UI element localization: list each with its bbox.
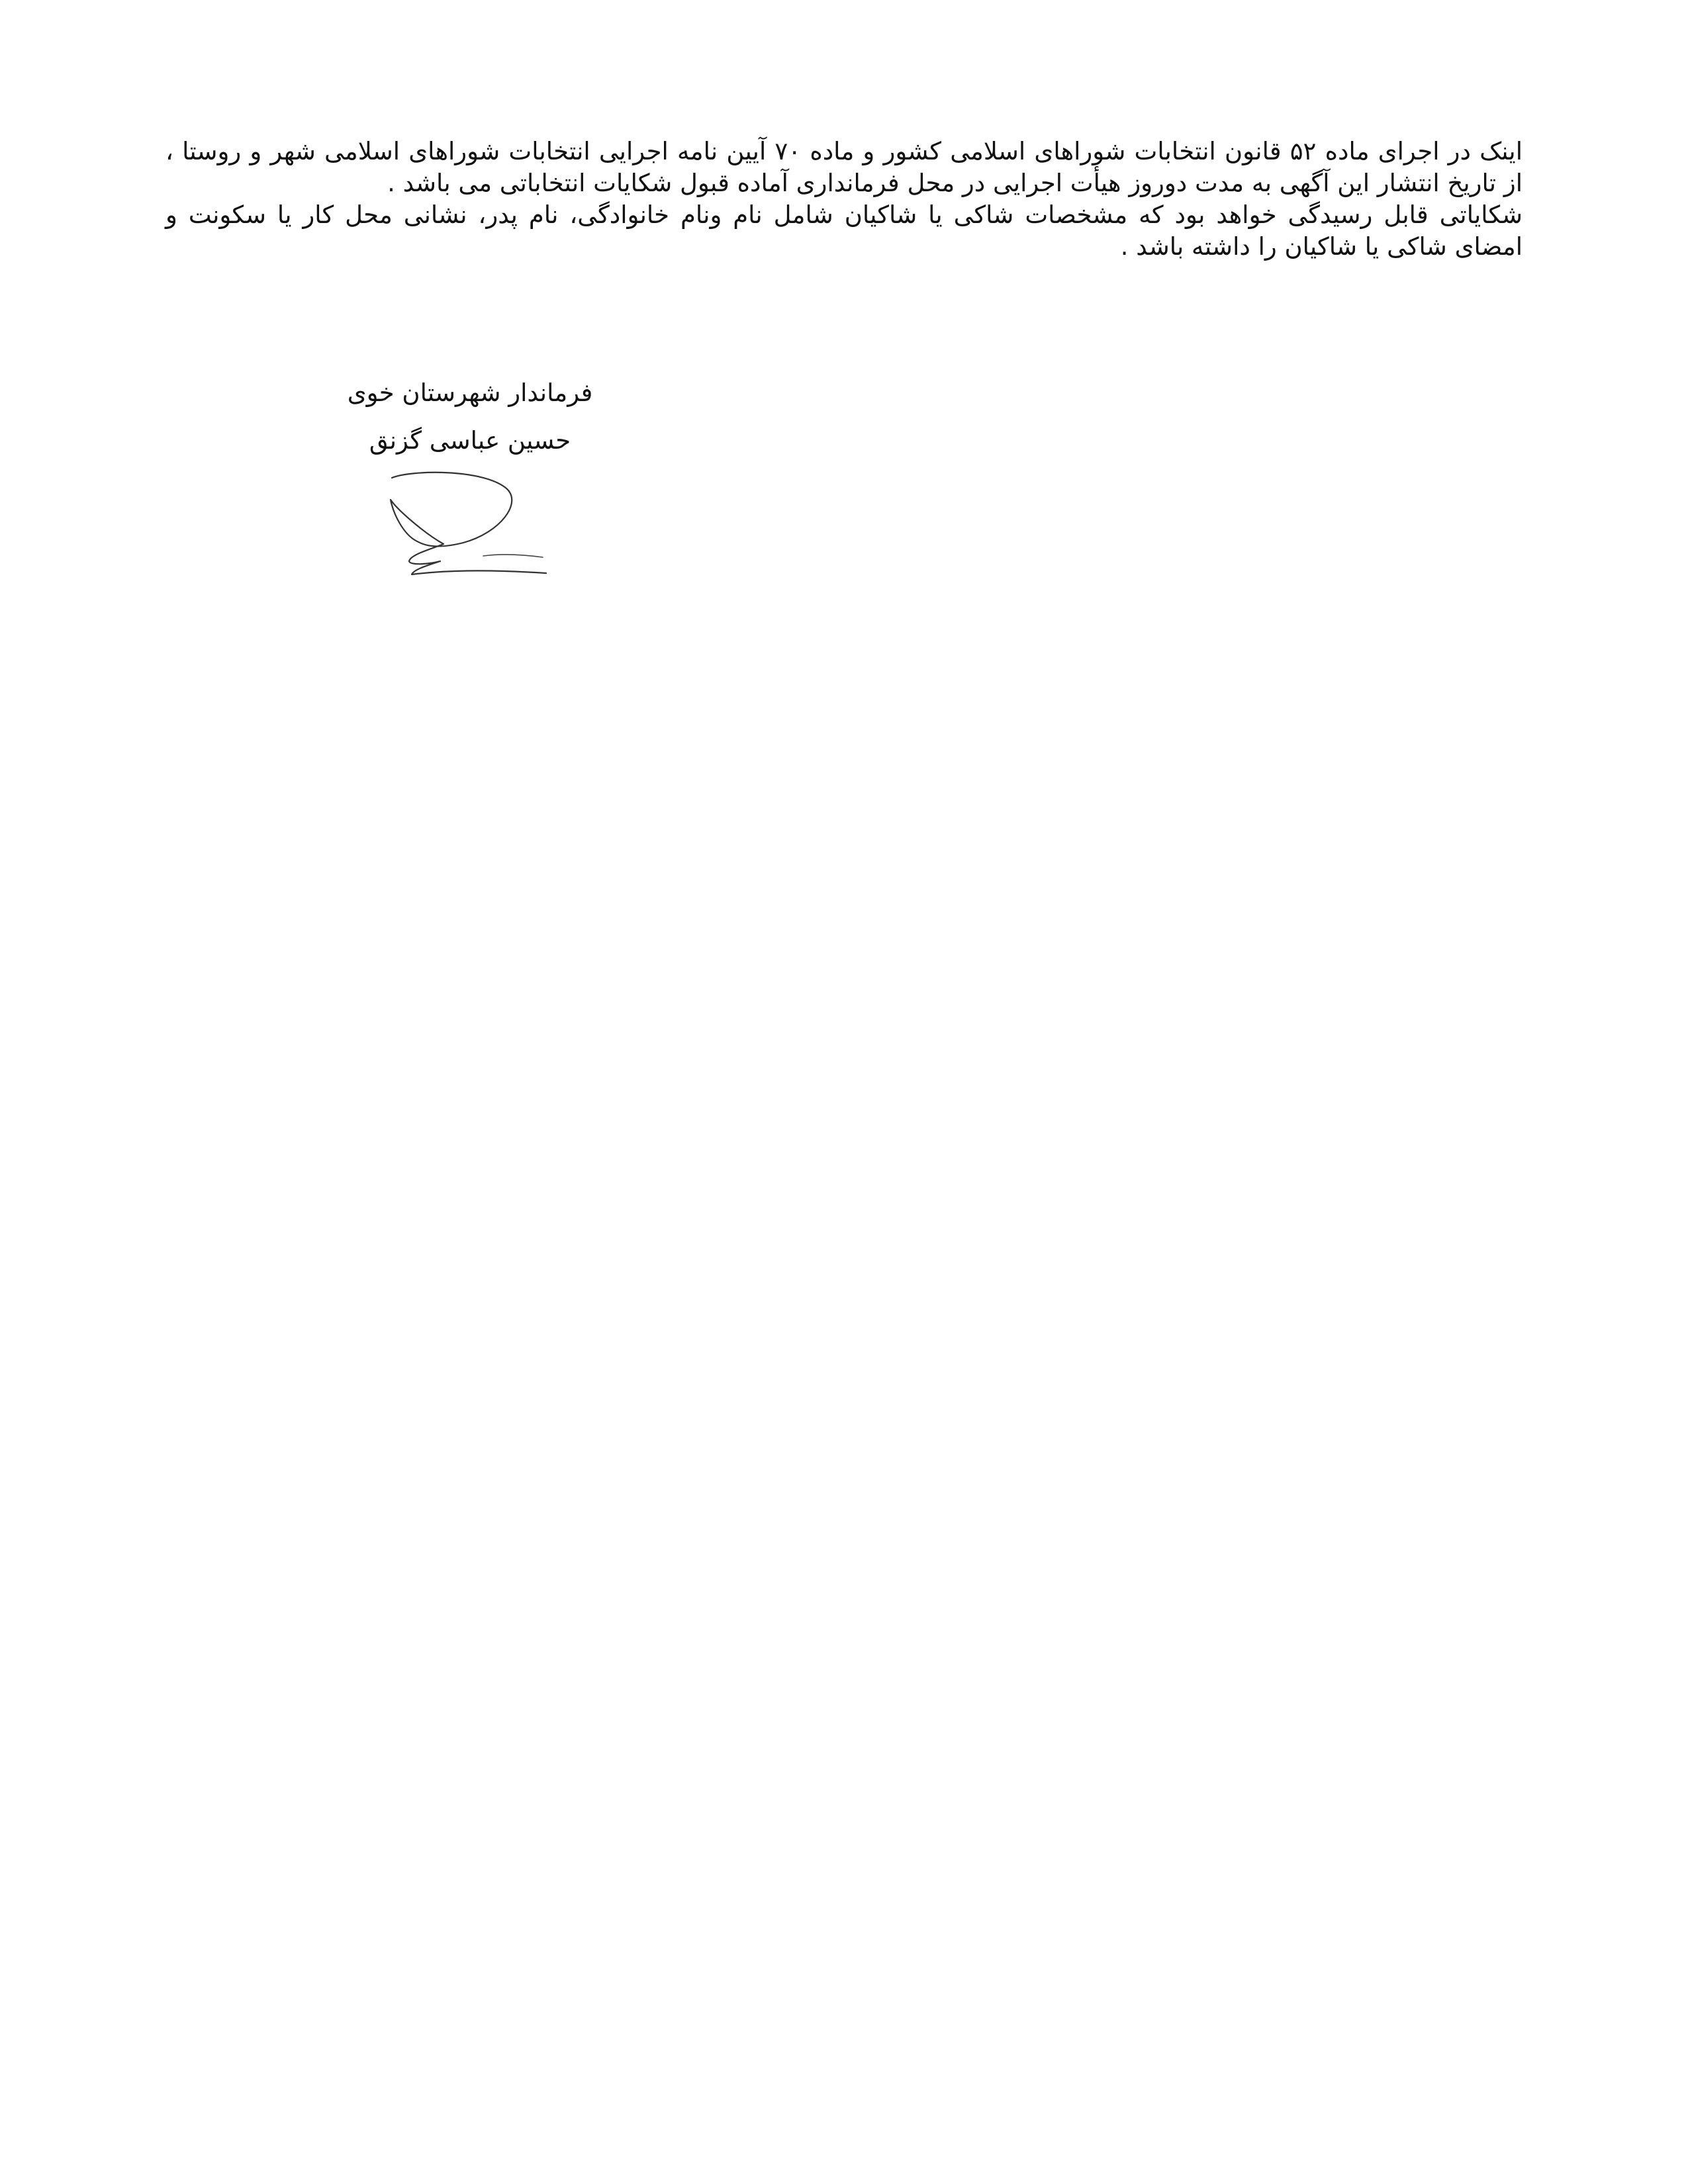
notice-paragraph-1: اینک در اجرای ماده ۵۲ قانون انتخابات شوراهای اسلامی کشور و ماده ۷۰ آیین نامه اجرایی انتخابات شوراهای اسلامی شهر و روستا ، از تاریخ انتشار این آگهی به مدت دوروز هیأت اجرایی در محل فرمانداری آماده قبول شکایات انتخاباتی می باشد . <box>165 137 1523 197</box>
handwritten-signature <box>384 470 556 576</box>
notice-body <box>165 136 1523 263</box>
notice-paragraph-2: شکایاتی قابل رسیدگی خواهد بود که مشخصات شاکی یا شاکیان شامل نام ونام خانوادگی، نام پدر، نشانی محل کار یا سکونت و امضای شاکی یا شاکیان را داشته باشد . <box>165 201 1523 261</box>
signatory-name: حسین عباسی گزنق <box>369 426 571 455</box>
signatory-title: فرماندار شهرستان خوی <box>347 379 593 407</box>
signature-block <box>305 377 635 457</box>
